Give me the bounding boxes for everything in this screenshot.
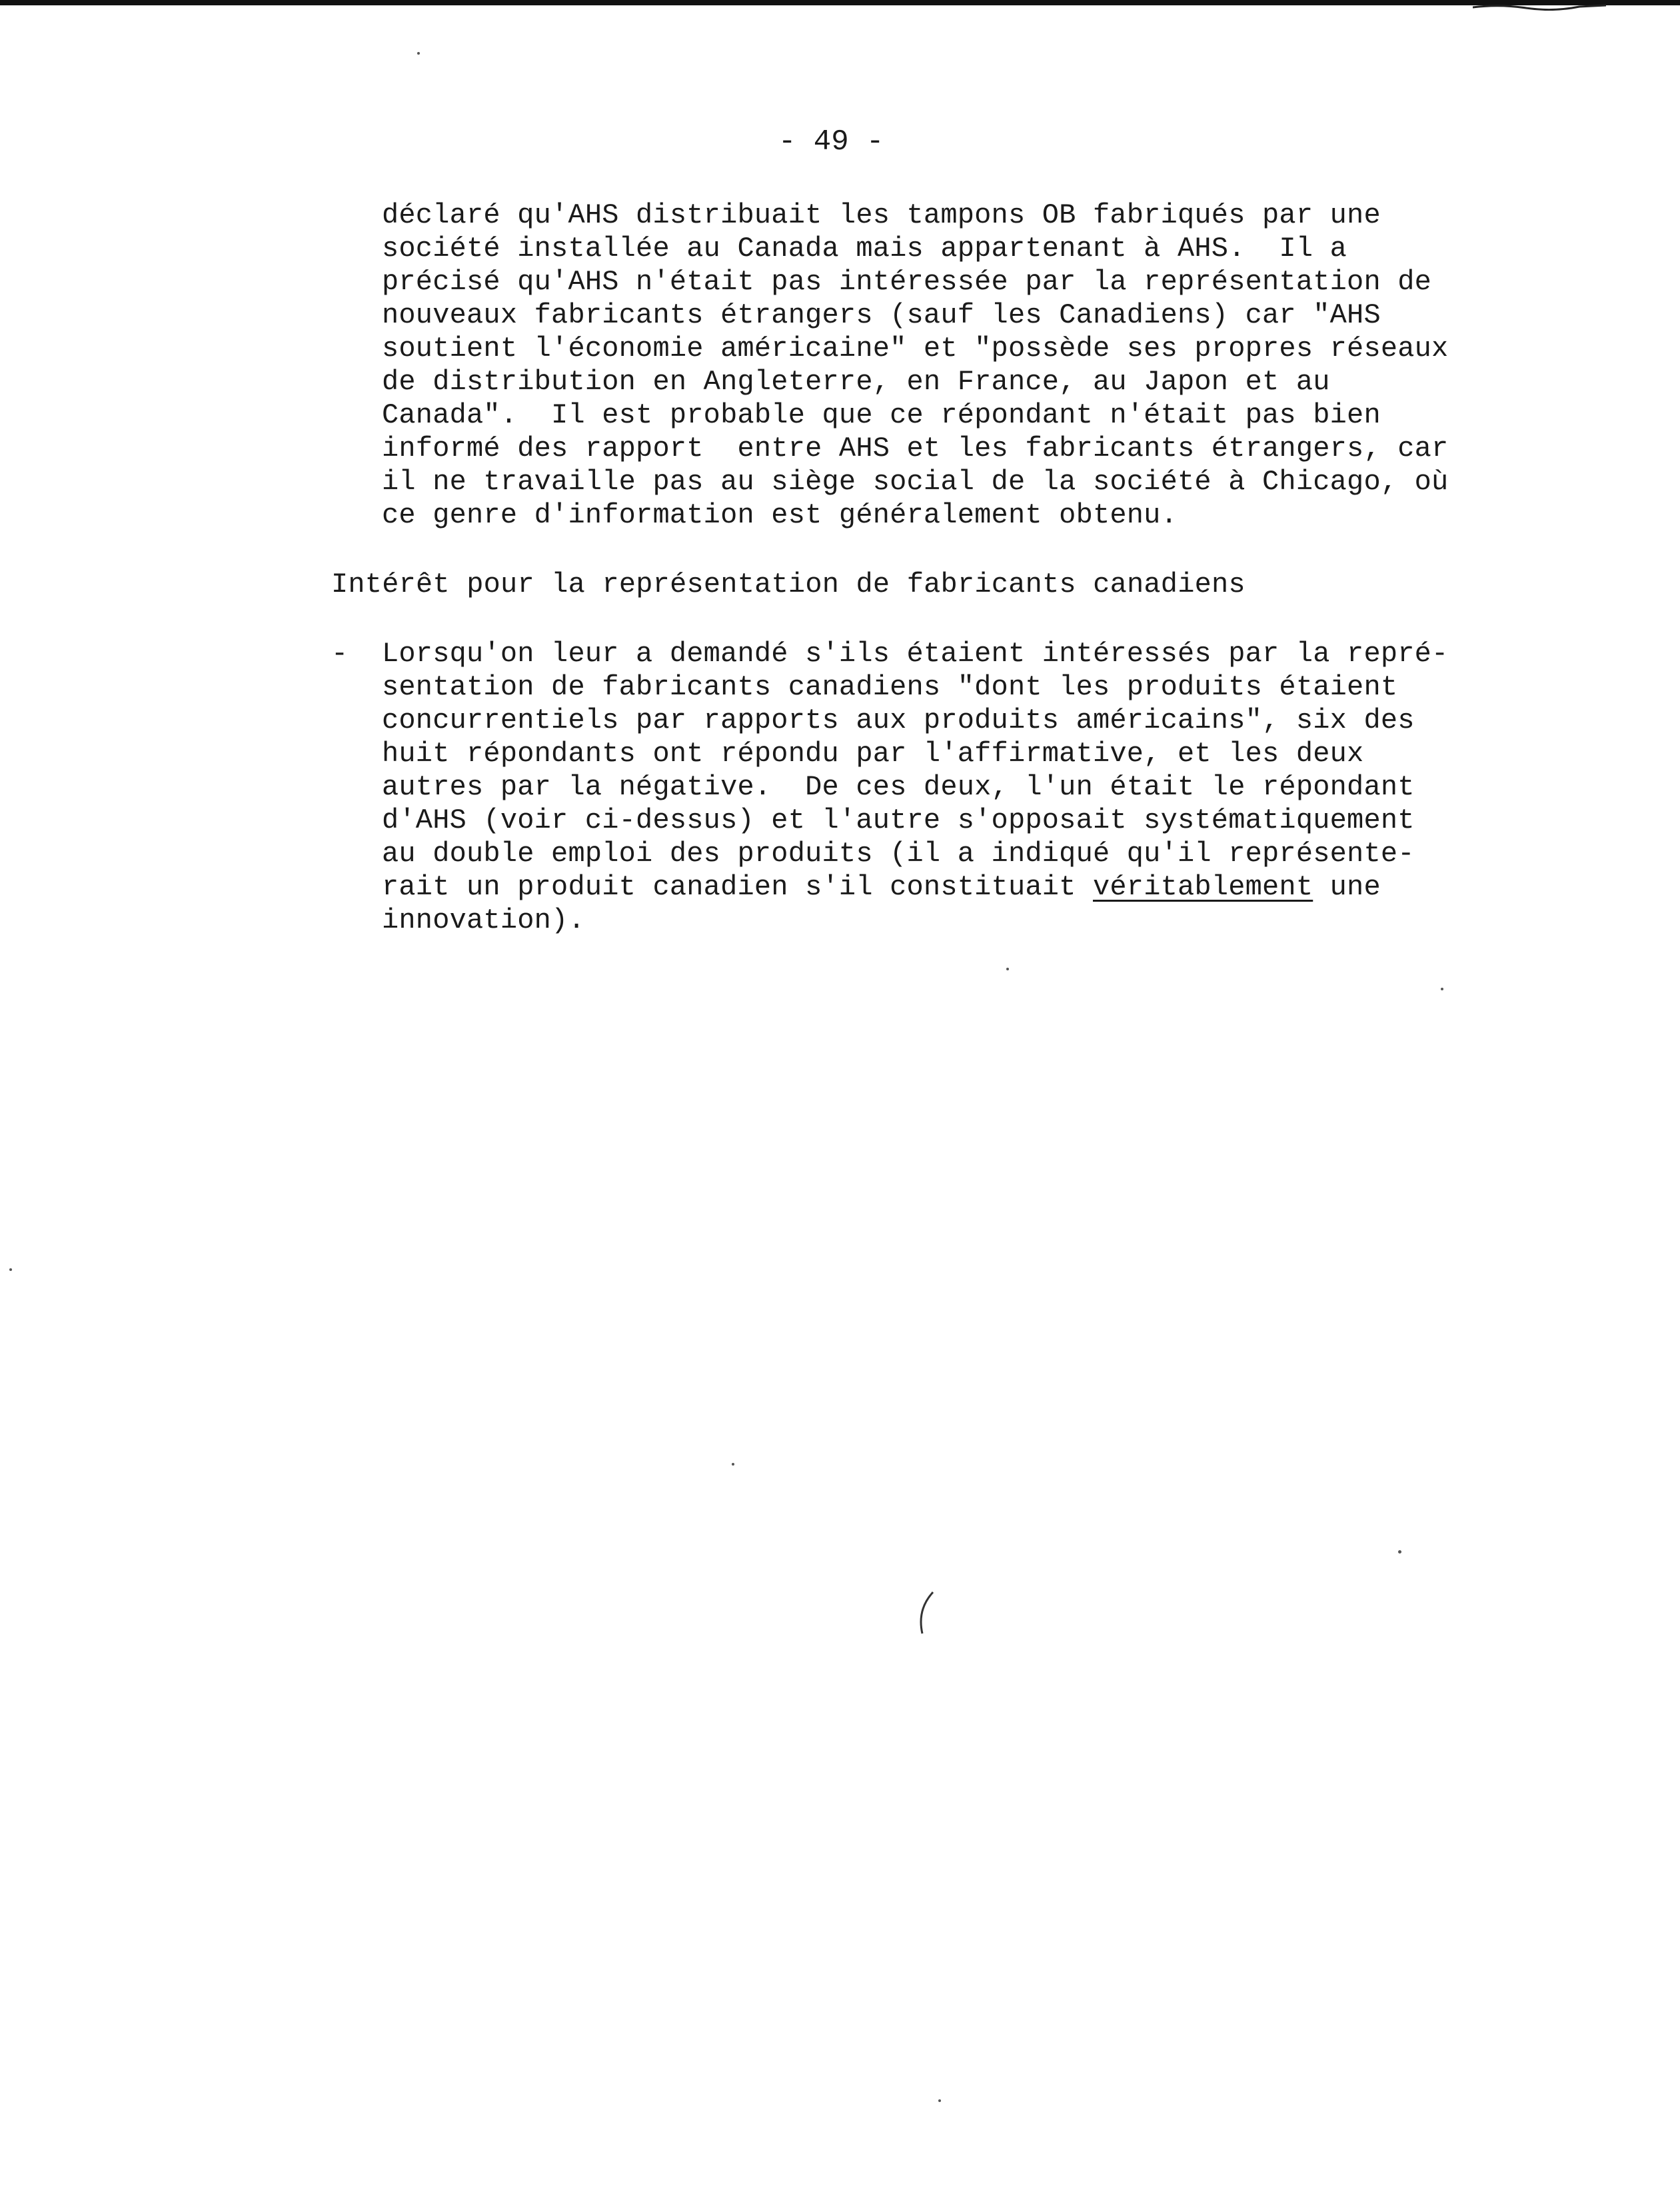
paragraph-2-line-9: innovation).	[382, 904, 585, 936]
paragraph-2-line-4: huit répondants ont répondu par l'affirmative, et les deux	[382, 738, 1364, 770]
scan-speck	[732, 1463, 734, 1466]
paragraph-2-line-8-start: rait un produit canadien s'il constituait	[382, 871, 1093, 903]
paragraph-1-line-5: soutient l'économie américaine" et "possède ses propres réseaux	[382, 333, 1449, 365]
emphasis-underlined-word: véritablement	[1092, 871, 1313, 903]
paragraph-2-line-8	[382, 870, 1381, 904]
paragraph-1-line-10: ce genre d'information est généralement obtenu.	[382, 499, 1178, 531]
paragraph-2-line-6: d'AHS (voir ci-dessus) et l'autre s'opposait systématiquement	[382, 804, 1415, 836]
paragraph-2-line-3: concurrentiels par rapports aux produits américains", six des	[382, 704, 1415, 736]
stray-pen-mark	[913, 1590, 940, 1636]
page-number: - 49 -	[778, 125, 884, 159]
paragraph-1-line-6: de distribution en Angleterre, en France, au Japon et au	[382, 366, 1330, 398]
paragraph-1-line-2: société installée au Canada mais appartenant à AHS. Il a	[382, 233, 1347, 265]
paragraph-2-line-5: autres par la négative. De ces deux, l'un était le répondant	[382, 771, 1415, 803]
scan-speck	[1398, 1550, 1401, 1554]
paragraph-1-line-8: informé des rapport entre AHS et les fabricants étrangers, car	[382, 433, 1449, 465]
scan-speck	[938, 2099, 941, 2102]
paragraph-1-line-9: il ne travaille pas au siège social de la société à Chicago, où	[382, 466, 1449, 498]
paragraph-2-line-8-end: une	[1313, 871, 1381, 903]
scan-handwriting-mark	[1473, 4, 1606, 11]
paragraph-2-line-7: au double emploi des produits (il a indiqué qu'il représente-	[382, 838, 1415, 870]
paragraph-2-line-2: sentation de fabricants canadiens "dont les produits étaient	[382, 671, 1398, 703]
scan-speck	[9, 1268, 12, 1271]
scan-speck	[1006, 968, 1009, 970]
paragraph-1-line-1: déclaré qu'AHS distribuait les tampons OB fabriqués par une	[382, 199, 1381, 231]
scan-top-edge	[0, 0, 1680, 5]
scan-speck	[417, 52, 420, 55]
bullet-dash: -	[331, 638, 349, 670]
paragraph-1-line-4: nouveaux fabricants étrangers (sauf les Canadiens) car "AHS	[382, 299, 1381, 331]
paragraph-2-line-1: Lorsqu'on leur a demandé s'ils étaient intéressés par la repré-	[382, 638, 1449, 670]
scan-speck	[1441, 988, 1443, 990]
paragraph-1-line-3: précisé qu'AHS n'était pas intéressée par la représentation de	[382, 266, 1432, 298]
section-heading: Intérêt pour la représentation de fabricants canadiens	[331, 568, 1246, 600]
paragraph-1-line-7: Canada". Il est probable que ce répondant n'était pas bien	[382, 399, 1381, 431]
